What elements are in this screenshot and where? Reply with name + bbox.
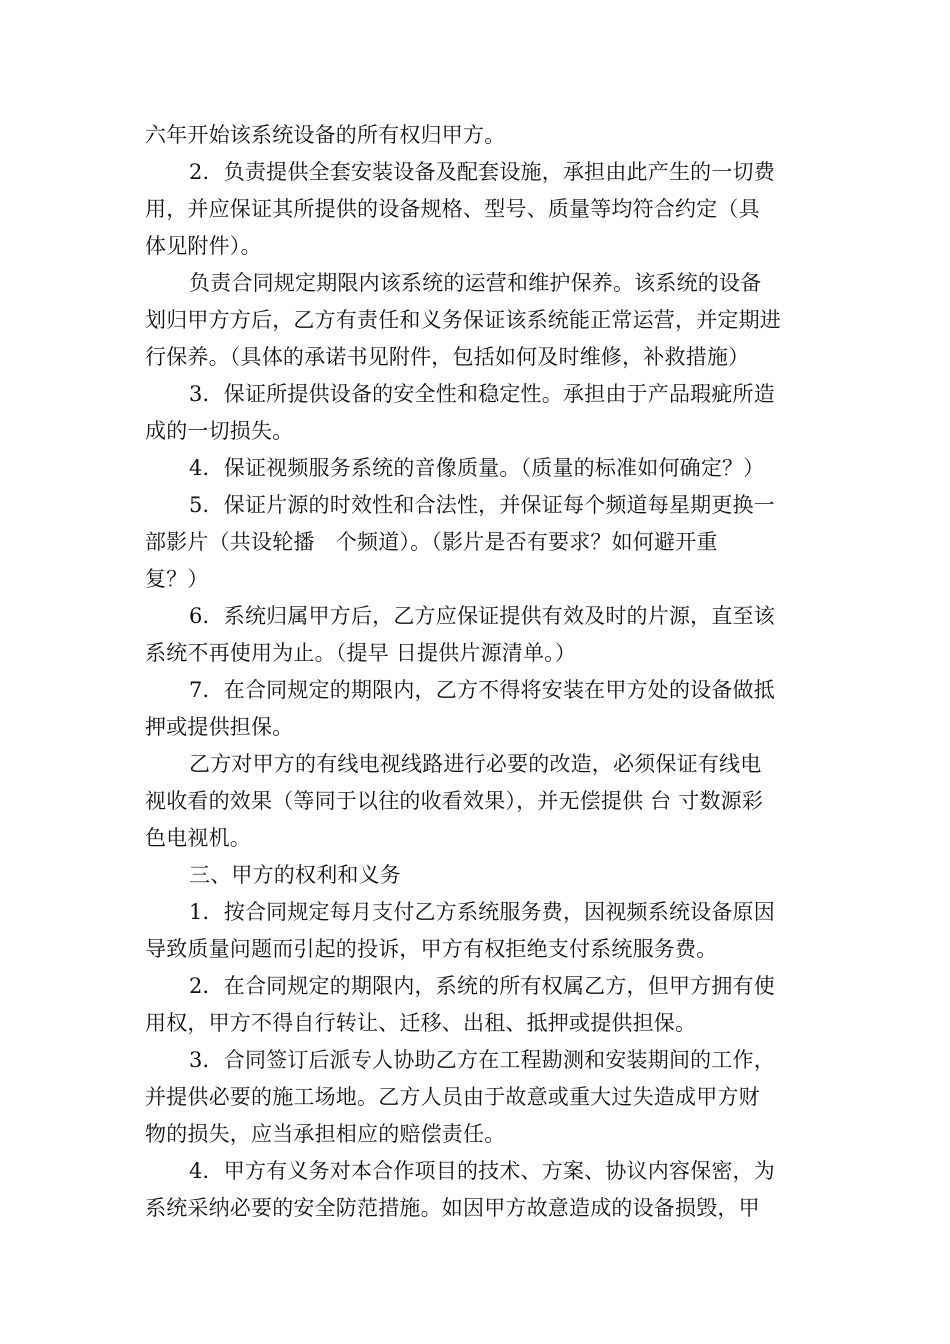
text-line: 并提供必要的施工场地。乙方人员由于故意或重大过失造成甲方财 <box>145 1085 760 1109</box>
text-line: 系统不再使用为止。（提早 日提供片源清单。） <box>145 641 577 665</box>
text-line: 5．保证片源的时效性和合法性，并保证每个频道每星期更换一 <box>189 493 775 517</box>
text-line: 划归甲方方后，乙方有责任和义务保证该系统能正常运营，并定期进 <box>145 308 781 332</box>
text-line: 色电视机。 <box>145 826 251 850</box>
contract-body-text <box>145 117 810 1227</box>
text-line: 3．保证所提供设备的安全性和稳定性。承担由于产品瑕疵所造 <box>189 382 775 406</box>
text-line: 部影片（共设轮播 个频道）。（影片是否有要求？如何避开重 <box>145 530 718 554</box>
text-line: 导致质量问题而引起的投诉，甲方有权拒绝支付系统服务费。 <box>145 937 718 961</box>
text-line: 物的损失，应当承担相应的赔偿责任。 <box>145 1122 506 1146</box>
text-line: 视收看的效果（等同于以往的收看效果），并无偿提供 台 寸数源彩 <box>145 789 764 813</box>
text-line: 2．负责提供全套安装设备及配套设施，承担由此产生的一切费 <box>189 160 775 184</box>
text-line: 体见附件）。 <box>145 234 262 258</box>
text-line: 系统采纳必要的安全防范措施。如因甲方故意造成的设备损毁，甲 <box>145 1196 760 1220</box>
text-line: 4．保证视频服务系统的音像质量。（质量的标准如何确定？） <box>189 456 765 480</box>
text-line: 复？） <box>145 567 209 591</box>
text-line: 1．按合同规定每月支付乙方系统服务费，因视频系统设备原因 <box>189 900 775 924</box>
text-line: 4．甲方有义务对本合作项目的技术、方案、协议内容保密，为 <box>189 1159 775 1183</box>
text-line: 2．在合同规定的期限内，系统的所有权属乙方，但甲方拥有使 <box>189 974 775 998</box>
text-line: 7．在合同规定的期限内，乙方不得将安装在甲方处的设备做抵 <box>189 678 775 702</box>
text-line: 乙方对甲方的有线电视线路进行必要的改造，必须保证有线电 <box>189 752 762 776</box>
text-line: 六年开始该系统设备的所有权归甲方。 <box>145 123 506 147</box>
text-line: 行保养。（具体的承诺书见附件，包括如何及时维修，补救措施） <box>145 345 750 369</box>
text-line: 负责合同规定期限内该系统的运营和维护保养。该系统的设备 <box>189 271 762 295</box>
text-line: 用权，甲方不得自行转让、迁移、出租、抵押或提供担保。 <box>145 1011 697 1035</box>
text-line: 押或提供担保。 <box>145 715 294 739</box>
text-line: 6．系统归属甲方后，乙方应保证提供有效及时的片源，直至该 <box>189 604 775 628</box>
text-line: 成的一切损失。 <box>145 419 294 443</box>
text-line: 用，并应保证其所提供的设备规格、型号、质量等均符合约定（具 <box>145 197 760 221</box>
text-line: 三、甲方的权利和义务 <box>189 863 401 887</box>
text-line: 3．合同签订后派专人协助乙方在工程勘测和安装期间的工作， <box>189 1048 775 1072</box>
